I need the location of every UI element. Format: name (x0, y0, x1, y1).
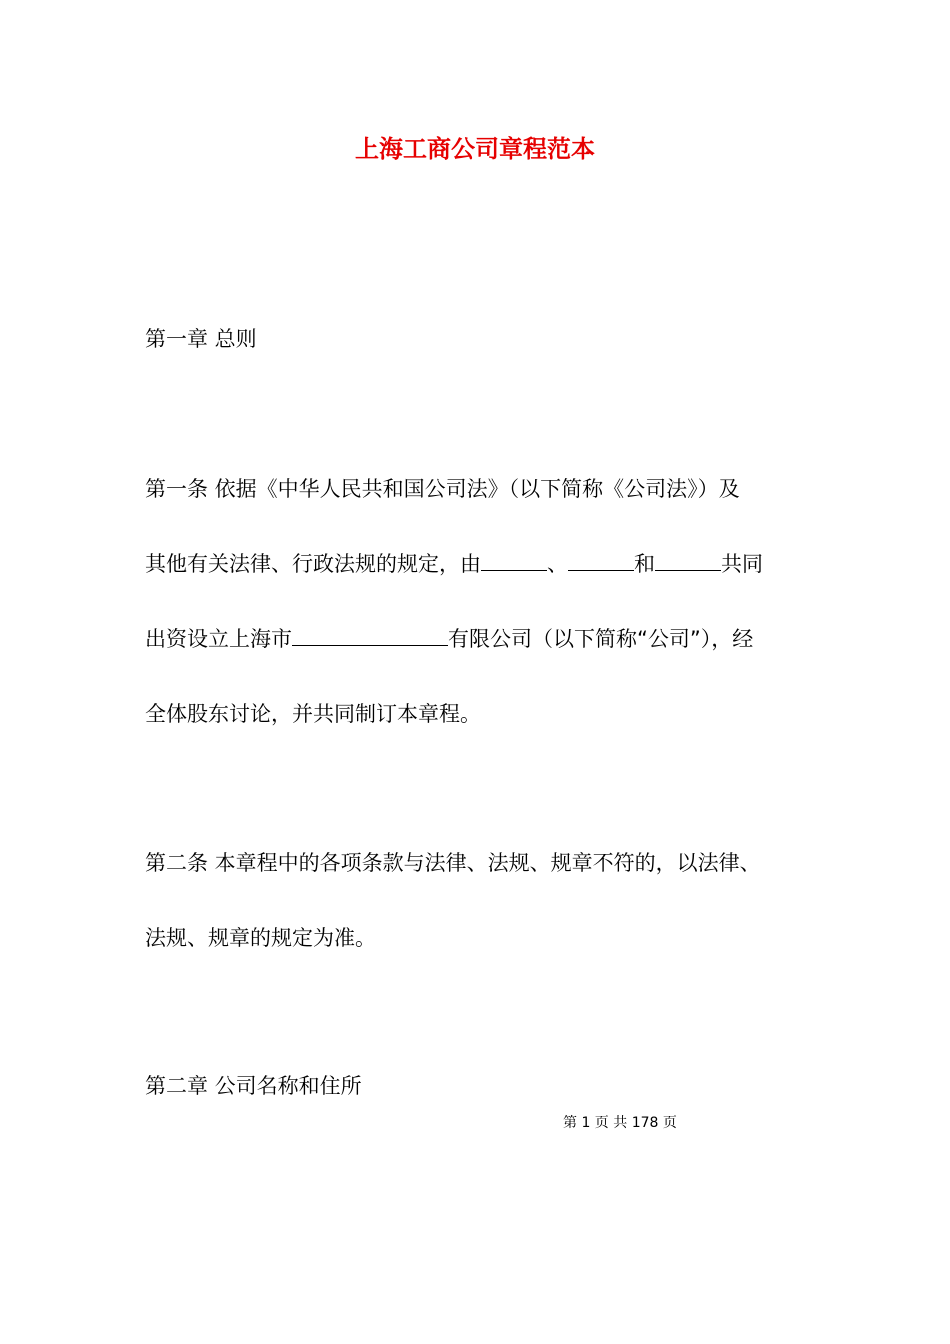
article-1-line-3 (145, 624, 753, 654)
article-1-line-1: 第一条 依据《中华人民共和国公司法》（以下简称《公司法》）及 (145, 477, 740, 501)
article-2-line-1: 第二条 本章程中的各项条款与法律、法规、规章不符的，以法律、 (145, 851, 761, 875)
article-1-line-3-text-b: 有限公司（以下简称“公司”），经 (448, 627, 754, 651)
chapter-2-heading: 第二章 公司名称和住所 (145, 1074, 362, 1098)
article-1-line-2 (145, 549, 763, 579)
article-1-line-2-text-c: 和 (634, 552, 655, 576)
article-1-line-4: 全体股东讨论，并共同制订本章程。 (145, 702, 481, 726)
article-2-line-2: 法规、规章的规定为准。 (145, 926, 376, 950)
article-1-line-2-text-a: 其他有关法律、行政法规的规定，由 (145, 552, 481, 576)
blank-field-company-name (292, 625, 448, 646)
chapter-1-heading: 第一章 总则 (145, 327, 257, 351)
blank-field-shareholder-1 (481, 550, 547, 571)
blank-field-shareholder-2 (568, 550, 634, 571)
article-1-line-3-text-a: 出资设立上海市 (145, 627, 292, 651)
blank-field-shareholder-3 (655, 550, 721, 571)
article-1-line-2-text-d: 共同 (721, 552, 763, 576)
page-indicator: 第 1 页 共 178 页 (563, 1115, 677, 1131)
article-1-line-2-text-b: 、 (547, 552, 568, 576)
document-title: 上海工商公司章程范本 (355, 135, 595, 163)
